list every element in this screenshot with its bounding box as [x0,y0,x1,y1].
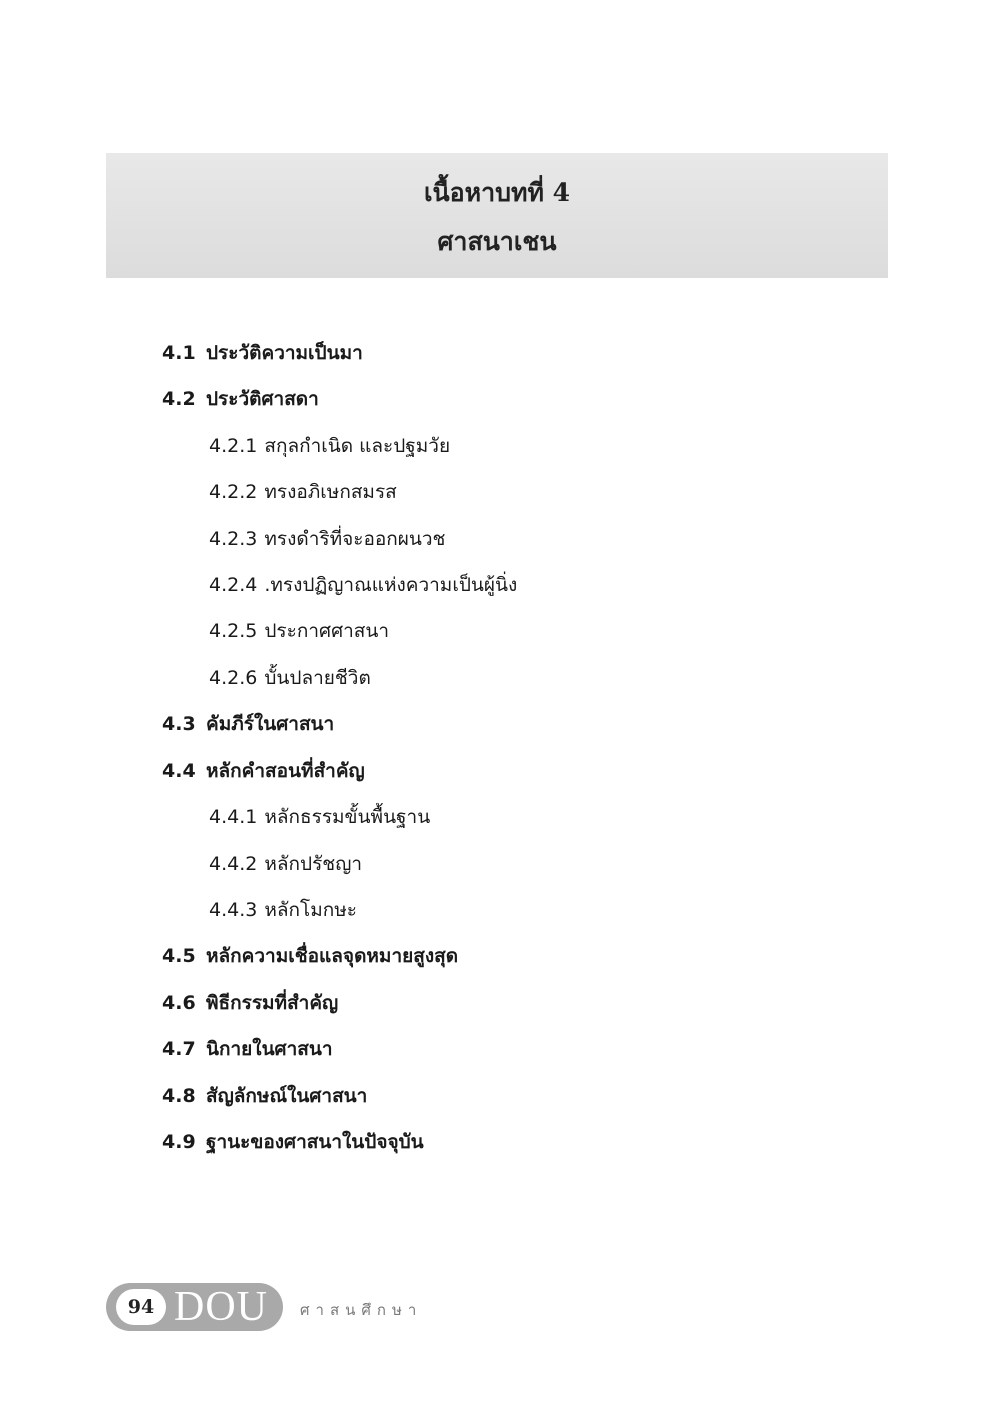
toc-item-4-2-4 [209,576,517,595]
toc-title: ประวัติความเป็นมา [206,342,363,364]
toc-item-4-2-6 [209,669,371,688]
toc-number: 4.4.2 [209,853,258,875]
toc-title: หลักคำสอนที่สำคัญ [206,760,365,782]
toc-number: 4.7 [162,1038,196,1060]
toc-title: ประวัติศาสดา [206,388,319,410]
toc-item-4-5 [162,947,458,966]
toc-item-4-1 [162,344,363,363]
toc-title: สัญลักษณ์ในศาสนา [206,1085,368,1107]
toc-title: ทรงดำริที่จะออกผนวช [264,528,446,550]
toc-title: ทรงอภิเษกสมรส [264,481,397,503]
toc-title: สกุลกำเนิด และปฐมวัย [264,435,451,457]
toc-item-4-4-2 [209,855,362,874]
toc-title: บั้นปลายชีวิต [264,667,371,689]
chapter-name-title: ศาสนาเชน [437,227,557,256]
page-number: 94 [116,1289,166,1325]
toc-item-4-2-1 [209,437,450,456]
footer-badge [106,1283,283,1331]
toc-number: 4.2.3 [209,528,258,550]
toc-title: .ทรงปฏิญาณแห่งความเป็นผู้นิ่ง [264,574,518,596]
toc-title: หลักโมกษะ [264,899,357,921]
course-name: ศาสนศึกษา [300,1301,423,1319]
toc-number: 4.4.1 [209,806,258,828]
chapter-header-band [106,153,888,278]
toc-item-4-9 [162,1133,424,1152]
toc-item-4-6 [162,994,338,1013]
toc-number: 4.8 [162,1085,196,1107]
toc-number: 4.4 [162,760,196,782]
toc-item-4-7 [162,1040,333,1059]
toc-number: 4.4.3 [209,899,258,921]
toc-number: 4.1 [162,342,196,364]
toc-title: หลักธรรมขั้นพื้นฐาน [264,806,431,828]
toc-number: 4.2.2 [209,481,258,503]
toc-item-4-4 [162,762,365,781]
toc-title: หลักความเชื่อแลจุดหมายสูงสุด [206,945,459,967]
toc-item-4-2 [162,390,319,409]
toc-title: ฐานะของศาสนาในปัจจุบัน [206,1131,424,1153]
toc-number: 4.3 [162,713,196,735]
toc-title: พิธีกรรมที่สำคัญ [206,992,339,1014]
toc-number: 4.6 [162,992,196,1014]
toc-item-4-8 [162,1087,367,1106]
toc-number: 4.2.1 [209,435,258,457]
toc-number: 4.2.5 [209,620,258,642]
toc-number: 4.2.6 [209,667,258,689]
toc-title: ประกาศศาสนา [264,620,390,642]
toc-item-4-4-1 [209,808,430,827]
toc-item-4-4-3 [209,901,357,920]
toc-item-4-2-5 [209,622,389,641]
toc-title: คัมภีร์ในศาสนา [206,713,335,735]
toc-number: 4.5 [162,945,196,967]
toc-number: 4.9 [162,1131,196,1153]
toc-number: 4.2 [162,388,196,410]
toc-title: หลักปรัชญา [264,853,363,875]
chapter-number-title: เนื้อหาบทที่ 4 [423,178,571,207]
toc-title: นิกายในศาสนา [206,1038,333,1060]
toc-item-4-3 [162,715,334,734]
toc-number: 4.2.4 [209,574,258,596]
toc-item-4-2-3 [209,530,445,549]
toc-item-4-2-2 [209,483,397,502]
brand-logo-text: DOU [174,1284,268,1330]
